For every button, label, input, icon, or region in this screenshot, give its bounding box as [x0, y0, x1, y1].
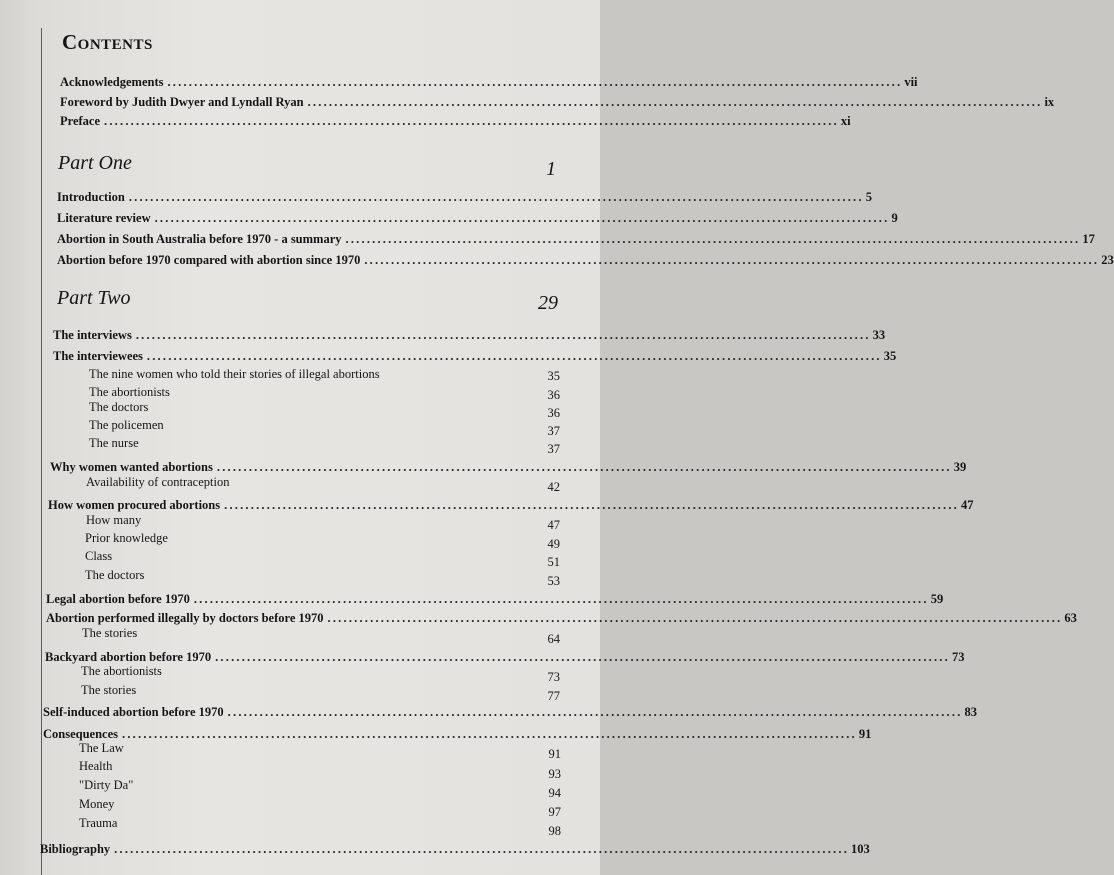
toc-entry-foreword — [60, 94, 1055, 110]
leader-dots: .......................................................................................................................................... — [345, 232, 1081, 246]
leader-dots: .......................................................................................................................................... — [167, 75, 903, 89]
toc-entry — [50, 459, 967, 475]
toc-entry — [57, 189, 872, 205]
toc-page: xi — [840, 114, 851, 128]
toc-entry-acknowledgements — [60, 74, 918, 90]
toc-entry — [48, 497, 974, 513]
toc-subentry-page: 36 — [547, 406, 560, 420]
toc-subentry-page: 37 — [547, 442, 560, 456]
toc-subentry-page: 47 — [547, 518, 560, 532]
toc-label: Introduction — [57, 190, 125, 204]
toc-page: ix — [1044, 95, 1055, 109]
toc-subentry-page: 94 — [548, 786, 561, 800]
toc-subentry: Prior knowledge — [85, 531, 168, 545]
toc-page: 63 — [1064, 611, 1077, 625]
toc-label: Acknowledgements — [60, 75, 164, 89]
toc-subentry-page: 49 — [547, 537, 560, 551]
leader-dots: .......................................................................................................................................... — [224, 498, 959, 512]
toc-subentry-page: 97 — [548, 805, 561, 819]
toc-subentry: The abortionists — [81, 664, 162, 678]
toc-subentry: The stories — [82, 626, 138, 640]
leader-dots: .......................................................................................................................................... — [227, 705, 963, 719]
toc-subentry: The doctors — [89, 400, 149, 414]
toc-entry — [53, 327, 886, 343]
toc-label: Why women wanted abortions — [50, 460, 213, 474]
toc-subentry: Money — [79, 797, 115, 811]
toc-subentry: The policemen — [89, 418, 164, 432]
toc-subentry: The doctors — [85, 568, 145, 582]
margin-rule — [41, 28, 42, 875]
toc-page: 39 — [953, 460, 967, 474]
toc-entry — [57, 252, 1114, 268]
toc-page: 23 — [1101, 253, 1114, 267]
toc-subentry-page: 73 — [547, 670, 560, 684]
toc-subentry: Availability of contraception — [86, 475, 230, 489]
toc-page: vii — [904, 75, 918, 89]
toc-label: Abortion in South Australia before 1970 - a summary — [57, 232, 342, 246]
toc-page: 5 — [865, 190, 872, 204]
toc-subentry: The stories — [81, 683, 137, 697]
toc-subentry: The nurse — [89, 436, 139, 450]
leader-dots: .......................................................................................................................................... — [128, 190, 864, 204]
leader-dots: .......................................................................................................................................... — [122, 727, 857, 741]
toc-subentry-page: 64 — [547, 632, 560, 646]
leader-dots: .......................................................................................................................................... — [216, 460, 952, 474]
toc-page: 35 — [883, 349, 897, 363]
leader-dots: .......................................................................................................................................... — [114, 842, 850, 856]
toc-page: 59 — [930, 592, 944, 606]
toc-subentry: Health — [79, 759, 113, 773]
toc-label: Self-induced abortion before 1970 — [43, 705, 224, 719]
toc-page: 47 — [960, 498, 974, 512]
toc-page: 103 — [851, 842, 870, 856]
toc-page: 9 — [891, 211, 898, 225]
leader-dots: .......................................................................................................................................... — [193, 592, 929, 606]
toc-subentry: The abortionists — [89, 385, 170, 399]
toc-subentry-page: 36 — [547, 388, 560, 402]
toc-entry — [46, 591, 944, 607]
leader-dots: .......................................................................................................................................... — [327, 611, 1063, 625]
toc-label: Abortion performed illegally by doctors before 1970 — [46, 611, 324, 625]
toc-page: 73 — [951, 650, 965, 664]
toc-subentry: How many — [86, 513, 142, 527]
toc-entry — [57, 231, 1095, 247]
toc-label: Legal abortion before 1970 — [46, 592, 190, 606]
toc-subentry-page: 51 — [547, 555, 560, 569]
toc-label: Abortion before 1970 compared with abortion since 1970 — [57, 253, 361, 267]
toc-entry — [53, 348, 897, 364]
contents-heading: Contents — [62, 30, 153, 54]
toc-subentry: Trauma — [79, 816, 118, 830]
part-two-page: 29 — [538, 292, 558, 314]
toc-entry — [46, 610, 1077, 626]
toc-page: 17 — [1082, 232, 1095, 246]
toc-subentry-page: 35 — [547, 369, 560, 383]
toc-entry — [57, 210, 898, 226]
toc-label: Consequences — [43, 727, 119, 741]
toc-subentry-page: 42 — [547, 480, 560, 494]
leader-dots: .......................................................................................................................................... — [146, 349, 882, 363]
toc-page: 83 — [964, 705, 978, 719]
toc-subentry-page: 98 — [548, 824, 561, 838]
leader-dots: .......................................................................................................................................... — [215, 650, 950, 664]
toc-entry-bibliography — [40, 841, 870, 857]
toc-subentry: The Law — [79, 741, 124, 755]
part-one-title: Part One — [58, 152, 132, 174]
toc-label: The interviewees — [53, 349, 143, 363]
toc-label: Bibliography — [40, 842, 111, 856]
toc-subentry-page: 77 — [547, 689, 560, 703]
toc-subentry-page: 91 — [548, 747, 561, 761]
part-one-page: 1 — [546, 158, 556, 180]
toc-subentry: Class — [85, 549, 113, 563]
toc-subentry-page: 93 — [548, 767, 561, 781]
toc-label: Backyard abortion before 1970 — [45, 650, 212, 664]
show-through-text — [150, 30, 590, 790]
part-two-title: Part Two — [57, 287, 131, 309]
toc-page: 33 — [872, 328, 886, 342]
toc-label: Foreword by Judith Dwyer and Lyndall Ryan — [60, 95, 304, 109]
leader-dots: .......................................................................................................................................... — [135, 328, 871, 342]
toc-page: 91 — [858, 727, 872, 741]
leader-dots: .......................................................................................................................................... — [154, 211, 890, 225]
toc-label: Literature review — [57, 211, 151, 225]
toc-subentry-page: 53 — [547, 574, 560, 588]
toc-label: The interviews — [53, 328, 132, 342]
toc-entry — [43, 704, 978, 720]
toc-label: How women procured abortions — [48, 498, 221, 512]
toc-label: Preface — [60, 114, 101, 128]
toc-subentry: "Dirty Da" — [79, 778, 134, 792]
leader-dots: .......................................................................................................................................... — [307, 95, 1043, 109]
leader-dots: .......................................................................................................................................... — [104, 114, 839, 128]
toc-entry-preface — [60, 113, 851, 129]
toc-subentry: The nine women who told their stories of illegal abortions — [89, 367, 380, 381]
leader-dots: .......................................................................................................................................... — [364, 253, 1100, 267]
toc-subentry-page: 37 — [547, 424, 560, 438]
